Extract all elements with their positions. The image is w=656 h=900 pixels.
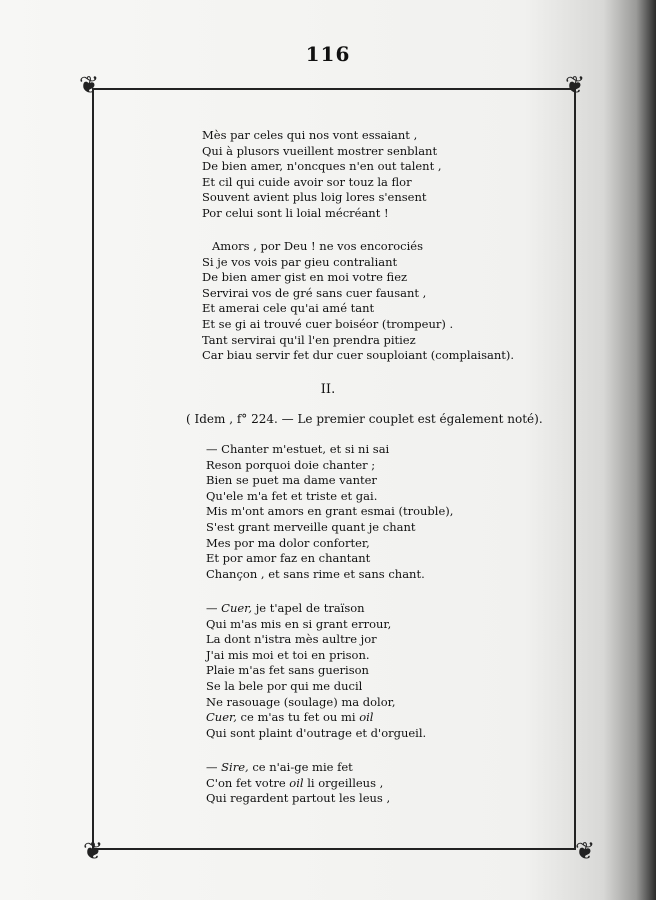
- italic-word: Cuer,: [206, 710, 237, 725]
- verse-line: Servirai vos de gré sans cuer fausant ,: [202, 285, 427, 300]
- italic-word: oil: [359, 710, 374, 725]
- page-number: 116: [305, 42, 351, 66]
- verse-line: Car biau servir fet dur cuer souploiant (complaisant).: [202, 348, 515, 363]
- verse-line: Qu'ele m'a fet et triste et gai.: [206, 488, 378, 503]
- verse-line: Bien se puet ma dame vanter: [206, 473, 377, 488]
- flourish-icon: ❦: [82, 837, 104, 865]
- verse-line: [206, 710, 426, 726]
- verse-line: Qui sont plaint d'outrage et d'orgueil.: [206, 725, 427, 740]
- verse-line: S'est grant merveille quant je chant: [206, 519, 416, 534]
- verse-line: De bien amer, n'oncques n'en out talent ,: [202, 159, 442, 174]
- flourish-icon: ❦: [564, 71, 586, 99]
- verse-line: La dont n'istra mès aultre jor: [206, 632, 377, 647]
- verse-line: J'ai mis moi et toi en prison.: [206, 647, 370, 662]
- verse-line: Amors , por Deu ! ne vos encorociés: [212, 239, 423, 253]
- section-heading: II.: [320, 382, 336, 397]
- source-note: ( Idem , f° 224. — Le premier couplet est également noté).: [186, 412, 543, 426]
- verse-text: ce m'as tu fet ou mi: [236, 710, 360, 725]
- verse-line: Et se gi ai trouvé cuer boiséor (trompeur) .: [202, 316, 454, 331]
- verse-text: —: [206, 760, 222, 774]
- verse-text: li orgeilleus ,: [303, 775, 384, 790]
- verse-line: Si je vos vois par gieu contraliant: [202, 254, 398, 269]
- verse-line: Mès par celes qui nos vont essaiant ,: [202, 128, 418, 142]
- italic-word: Cuer,: [221, 601, 253, 615]
- stanza-2: [202, 239, 514, 364]
- stanza-3: [206, 442, 453, 582]
- verse-line: Se la bele por qui me ducil: [206, 678, 363, 693]
- italic-word: Sire,: [221, 760, 249, 774]
- verse-line: Ne rasouage (soulage) ma dolor,: [206, 694, 396, 709]
- verse-line: Mes por ma dolor conforter,: [206, 535, 370, 550]
- stanza-1: [202, 128, 442, 222]
- verse-line: Souvent avient plus loig lores s'ensent: [202, 190, 427, 205]
- flourish-icon: ❦: [78, 71, 100, 99]
- verse-line: [206, 776, 390, 792]
- verse-line: Tant servirai qu'il l'en prendra pitiez: [202, 332, 416, 347]
- verse-text: je t'apel de traïson: [252, 601, 365, 615]
- verse-line: De bien amer gist en moi votre fiez: [202, 270, 408, 285]
- stanza-5: [206, 760, 390, 807]
- verse-line: Et cil qui cuide avoir sor touz la flor: [202, 174, 412, 189]
- stanza-4: [206, 601, 426, 741]
- verse-text: ce n'ai-ge mie fet: [248, 760, 353, 774]
- verse-line: Mis m'ont amors en grant esmai (trouble),: [206, 504, 454, 519]
- verse-line: Et por amor faz en chantant: [206, 551, 371, 566]
- italic-word: oil: [289, 775, 304, 790]
- verse-line: Por celui sont li loial mécréant !: [202, 205, 389, 220]
- verse-line: Qui m'as mis en si grant errour,: [206, 616, 392, 631]
- verse-text: C'on fet votre: [206, 775, 290, 790]
- verse-line: Qui à plusors vueillent mostrer senblant: [202, 143, 438, 158]
- flourish-icon: ❦: [574, 837, 596, 865]
- verse-line: Chançon , et sans rime et sans chant.: [206, 566, 425, 581]
- verse-line: — Chanter m'estuet, et si ni sai: [206, 442, 390, 456]
- verse-line: Qui regardent partout les leus ,: [206, 791, 391, 806]
- verse-line: Et amerai cele qu'ai amé tant: [202, 301, 375, 316]
- verse-line: [206, 760, 390, 776]
- verse-line: Reson porquoi doie chanter ;: [206, 457, 376, 472]
- verse-line: — Cuer, je t'apel de traïson: [206, 601, 365, 615]
- verse-line: Plaie m'as fet sans guerison: [206, 663, 369, 678]
